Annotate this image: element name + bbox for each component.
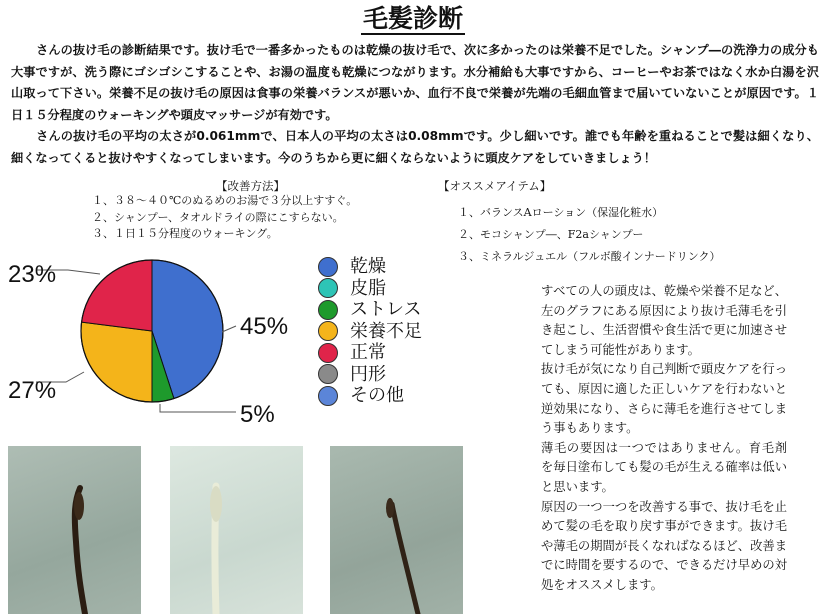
legend-swatch: [318, 386, 338, 406]
improvement-item: ２、シャンプー、タオルドライの際にこすらない。: [92, 210, 344, 224]
page-title: 毛髪診断: [362, 4, 463, 33]
legend-label: 皮脂: [350, 277, 386, 299]
hair-photo-3: [330, 446, 463, 614]
explanation-paragraph: 薄毛の要因は一つではありません。育毛剤を毎日塗布しても髪の毛が生える確率は低いと思います。: [541, 440, 787, 494]
pie-data-label: 45%: [240, 313, 289, 340]
legend-label: ストレス: [350, 299, 422, 321]
intro-paragraph-1: さんの抜け毛の診断結果です。抜け毛で一番多かったものは乾燥の抜け毛で、次に多かったのは栄養不足でした。シャンプ―の洗浄力の成分も大事ですが、洗う際にゴシゴシこすることや、お湯の温度も乾燥につながります。水分補給も大事ですから、コーヒーやお茶ではなく水か白湯を沢山取って下さい。栄養不足の抜け毛の原因は食事の栄養バランスが悪いか、血行不良で栄養が先端の毛細血管まで届いていないことが原因です。１日１５分程度のウォーキングや頭皮マッサージが有効です。: [11, 43, 819, 122]
legend-swatch: [318, 300, 338, 320]
pie-slice-正常: [82, 260, 152, 331]
legend-swatch: [318, 278, 338, 298]
legend-item: [318, 364, 422, 386]
hair-strand-image: [330, 446, 463, 614]
legend-item: [318, 321, 422, 343]
recommended-item: １、バランスAローション（保湿化粧水）: [458, 206, 664, 219]
hair-photo-1: [8, 446, 141, 614]
chart-legend: [318, 256, 422, 407]
recommended-list: [458, 202, 721, 268]
improvement-item: １、３８～４０℃のぬるめのお湯で３分以上すすぐ。: [92, 194, 358, 207]
legend-swatch: [318, 321, 338, 341]
pie-chart-svg: [0, 252, 320, 432]
pie-data-label: 5%: [240, 401, 275, 428]
improvement-title: 【改善方法】: [216, 179, 285, 193]
recommended-title: 【オススメアイテム】: [438, 179, 552, 193]
pie-data-label: 27%: [8, 377, 57, 404]
explanation-paragraph: すべての人の頭皮は、乾燥や栄養不足など、左のグラフにある原因により抜け毛薄毛を引き起こし、生活習慣や食生活で更に加速させてしまう可能性があります。: [541, 284, 787, 357]
recommended-item: ２、モコシャンプ―、F2aシャンプー: [458, 228, 644, 241]
explanation-text: [541, 282, 787, 596]
improvement-item: ３、１日１５分程度のウォーキング。: [92, 227, 278, 240]
improvement-list: [92, 193, 357, 243]
legend-item: [318, 385, 422, 407]
legend-item: [318, 299, 422, 321]
legend-label: 正常: [350, 342, 386, 364]
pie-data-label: 23%: [8, 261, 57, 288]
pie-slice-栄養不足: [81, 322, 152, 402]
intro-paragraph-2: さんの抜け毛の平均の太さが0.061mmで、日本人の平均の太さは0.08mmです。少し細いです。誰でも年齢を重ねることで髪は細くなり、細くなってくると抜けやすくなってしまいます。今のうちから更に細くならないように頭皮ケアをしていきましょう！: [11, 129, 819, 165]
legend-item: [318, 256, 422, 278]
legend-label: 栄養不足: [350, 320, 422, 342]
pie-leader-line: [160, 404, 236, 412]
legend-item: [318, 278, 422, 300]
legend-label: 円形: [350, 363, 386, 385]
hair-photo-2: [170, 446, 303, 614]
legend-swatch: [318, 343, 338, 363]
hair-strand-image: [170, 446, 303, 614]
legend-label: 乾燥: [350, 256, 386, 278]
legend-swatch: [318, 364, 338, 384]
recommended-item: ３、ミネラルジュエル（フルボ酸インナードリンク）: [458, 250, 721, 263]
pie-leader-line: [222, 326, 236, 332]
legend-swatch: [318, 257, 338, 277]
diagnosis-intro: [11, 40, 819, 169]
legend-item: [318, 342, 422, 364]
explanation-paragraph: 抜け毛が気になり自己判断で頭皮ケアを行っても、原因に適した正しいケアを行わないと逆効果になり、さらに薄毛を進行させてしまう事もあります。: [541, 362, 787, 436]
hair-strand-image: [8, 446, 141, 614]
explanation-paragraph: 原因の一つ一つを改善する事で、抜け毛を止めて髪の毛を取り戻す事ができます。抜け毛や薄毛の期間が長くなればなるほど、改善までに時間を要するので、できるだけ早めの対処をオススメします。: [541, 499, 787, 592]
pie-chart: [0, 252, 320, 432]
legend-label: その他: [350, 385, 404, 407]
